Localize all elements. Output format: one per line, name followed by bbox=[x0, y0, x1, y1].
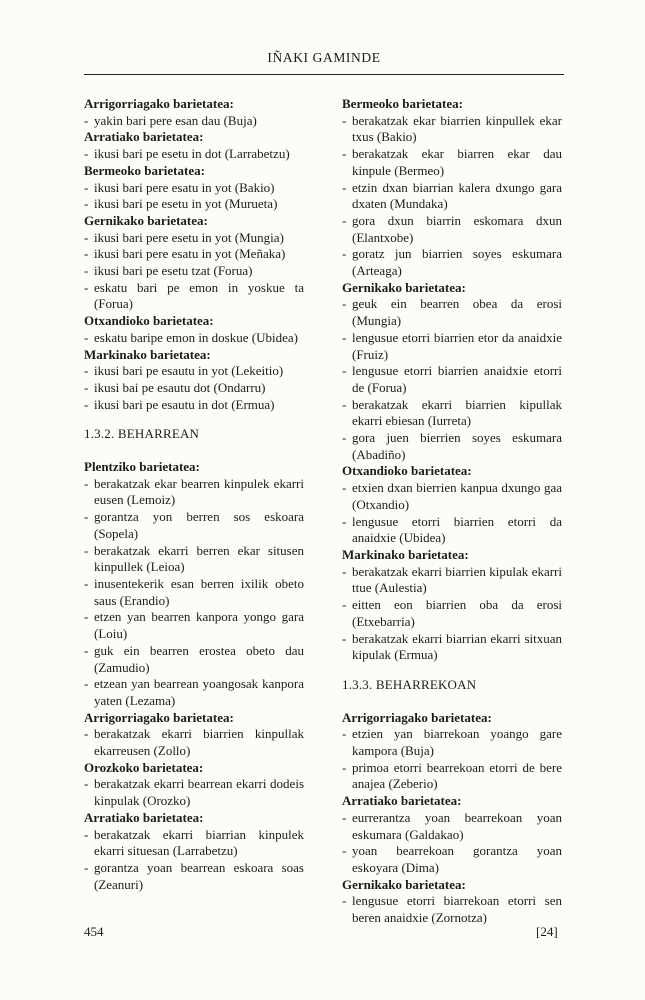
item-text: yoan bearrekoan gorantza yoan eskoyara (Dima) bbox=[352, 843, 562, 875]
item-dash: - bbox=[342, 363, 347, 379]
item-dash: - bbox=[84, 542, 89, 558]
item-dash: - bbox=[342, 843, 347, 859]
variety-heading: Markinako barietatea: bbox=[342, 546, 469, 562]
example-item bbox=[84, 860, 304, 893]
item-dash: - bbox=[342, 430, 347, 446]
page-number: 454 bbox=[84, 924, 104, 939]
example-item bbox=[84, 543, 304, 576]
item-text: gorantza yon berren sos eskoara (Sopela) bbox=[94, 509, 304, 541]
item-dash: - bbox=[84, 179, 89, 195]
item-text: eskatu baripe emon in doskue (Ubidea) bbox=[94, 329, 298, 345]
item-dash: - bbox=[84, 329, 89, 345]
running-header: IÑAKI GAMINDE bbox=[267, 50, 381, 65]
item-dash: - bbox=[84, 575, 89, 591]
variety-heading: Bermeoko barietatea: bbox=[342, 96, 463, 111]
item-dash: - bbox=[342, 396, 347, 412]
item-text: etzin dxan biarrian kalera dxungo gara dxaten (Mundaka) bbox=[352, 179, 562, 212]
variety-heading: Arrigorriagako barietatea: bbox=[342, 709, 492, 725]
item-text: ikusi bari pe esautu in yot (Lekeitio) bbox=[94, 363, 284, 379]
item-text: ikusi bari pere esatu in yot (Bakio) bbox=[94, 179, 275, 195]
example-item bbox=[84, 263, 304, 280]
example-item bbox=[84, 726, 304, 759]
item-text: berakatzak ekarri biarrien kipullak ekarri ebiesan (Iurreta) bbox=[352, 396, 562, 429]
item-dash: - bbox=[342, 759, 347, 775]
item-text: etzien yan biarrekoan yoango gare kampora (Buja) bbox=[352, 726, 562, 759]
item-text: berakatzak ekarri berren ekar situsen kinpullek (Leioa) bbox=[94, 542, 304, 575]
example-item bbox=[342, 810, 562, 843]
example-item bbox=[84, 280, 304, 313]
item-dash: - bbox=[84, 509, 89, 525]
example-item bbox=[84, 180, 304, 197]
example-item bbox=[84, 397, 304, 414]
item-dash: - bbox=[342, 212, 347, 228]
item-text: berakatzak ekarri biarrian kinpulek ekarri situesan (Larrabetzu) bbox=[94, 826, 304, 859]
item-text: ikusi bari pe esetu in dot (Larrabetzu) bbox=[94, 146, 290, 162]
item-dash: - bbox=[84, 609, 89, 625]
item-dash: - bbox=[84, 726, 89, 742]
variety-heading: Gernikako barietatea: bbox=[342, 279, 466, 295]
example-item bbox=[84, 146, 304, 163]
item-dash: - bbox=[342, 480, 347, 496]
example-item bbox=[342, 597, 562, 630]
example-item bbox=[84, 230, 304, 247]
item-dash: - bbox=[342, 726, 347, 742]
item-dash: - bbox=[342, 112, 347, 128]
example-item bbox=[84, 246, 304, 263]
item-text: gorantza yoan bearrean eskoara soas (Zeanuri) bbox=[94, 859, 304, 892]
variety-heading: Gernikako barietatea: bbox=[84, 212, 208, 228]
item-dash: - bbox=[84, 279, 89, 295]
variety-heading: Bermeoko barietatea: bbox=[84, 162, 205, 178]
example-item bbox=[84, 113, 304, 130]
example-item bbox=[342, 514, 562, 547]
item-dash: - bbox=[342, 809, 347, 825]
item-text: inusentekerik esan berren ixilik obeto saus (Erandio) bbox=[94, 575, 304, 608]
item-dash: - bbox=[84, 642, 89, 658]
item-dash: - bbox=[342, 597, 347, 613]
example-item bbox=[342, 363, 562, 396]
right-column bbox=[342, 96, 562, 927]
item-dash: - bbox=[84, 246, 89, 262]
example-item bbox=[342, 330, 562, 363]
item-text: ikusi bari pe esetu tzat (Forua) bbox=[94, 263, 253, 279]
item-dash: - bbox=[84, 146, 89, 162]
example-item bbox=[342, 631, 562, 664]
example-item bbox=[84, 643, 304, 676]
example-item bbox=[342, 760, 562, 793]
item-text: ikusi bari pe esautu in dot (Ermua) bbox=[94, 396, 275, 412]
header-rule bbox=[84, 74, 564, 75]
variety-heading: Arrigorriagako barietatea: bbox=[84, 709, 234, 725]
item-text: yakin bari pere esan dau (Buja) bbox=[94, 112, 257, 128]
item-dash: - bbox=[342, 630, 347, 646]
example-item bbox=[342, 893, 562, 926]
item-dash: - bbox=[84, 229, 89, 245]
example-item bbox=[342, 213, 562, 246]
variety-heading: Gernikako barietatea: bbox=[342, 876, 466, 892]
item-text: lengusue etorri biarrien etor da anaidxie (Fruiz) bbox=[352, 329, 562, 362]
item-text: berakatzak ekarri biarrien kinpullak ekarreusen (Zollo) bbox=[94, 726, 304, 759]
item-dash: - bbox=[84, 379, 89, 395]
item-text: lengusue etorri biarrien anaidxie etorri de (Forua) bbox=[352, 363, 562, 395]
item-dash: - bbox=[84, 112, 89, 128]
page-reference: [24] bbox=[536, 924, 558, 939]
item-dash: - bbox=[342, 563, 347, 579]
variety-heading: Orozkoko barietatea: bbox=[84, 759, 204, 775]
variety-heading: Otxandioko barietatea: bbox=[84, 313, 214, 329]
item-dash: - bbox=[342, 329, 347, 345]
example-item bbox=[84, 380, 304, 397]
example-item bbox=[342, 430, 562, 463]
item-text: etxien dxan bierrien kanpua dxungo gaa (Otxandio) bbox=[352, 480, 562, 512]
example-item bbox=[84, 330, 304, 347]
item-dash: - bbox=[84, 776, 89, 792]
example-item bbox=[342, 726, 562, 759]
section-heading: 1.3.2. BEHARREAN bbox=[84, 426, 200, 442]
item-text: primoa etorri bearrekoan etorri de bere anajea (Zeberio) bbox=[352, 759, 562, 792]
item-text: berakatzak ekar biarrien kinpullek ekar txus (Bakio) bbox=[352, 112, 562, 145]
variety-heading: Arratiako barietatea: bbox=[84, 129, 204, 145]
item-text: berakatzak ekarri biarrien kipulak ekarri ttue (Aulestia) bbox=[352, 563, 562, 596]
variety-heading: Otxandioko barietatea: bbox=[342, 463, 472, 479]
item-dash: - bbox=[342, 246, 347, 262]
item-dash: - bbox=[84, 826, 89, 842]
item-text: ikusi bari pere esetu in yot (Mungia) bbox=[94, 229, 284, 245]
item-dash: - bbox=[84, 363, 89, 379]
item-text: gora juen bierrien soyes eskumara (Abadiño) bbox=[352, 430, 562, 462]
item-dash: - bbox=[84, 676, 89, 692]
item-dash: - bbox=[342, 146, 347, 162]
variety-heading: Plentziko barietatea: bbox=[84, 459, 200, 475]
item-text: lengusue etorri biarrekoan etorri sen beren anaidxie (Zornotza) bbox=[352, 893, 562, 926]
item-text: ikusi bai pe esautu dot (Ondarru) bbox=[94, 379, 266, 395]
example-item bbox=[84, 676, 304, 709]
item-text: goratz jun biarrien soyes eskumara (Arteaga) bbox=[352, 246, 562, 279]
item-text: lengusue etorri biarrien etorri da anaidxie (Ubidea) bbox=[352, 513, 562, 546]
example-item bbox=[84, 363, 304, 380]
example-item bbox=[84, 609, 304, 642]
item-dash: - bbox=[342, 513, 347, 529]
example-item bbox=[84, 776, 304, 809]
example-item bbox=[342, 146, 562, 179]
item-dash: - bbox=[84, 196, 89, 212]
example-item bbox=[342, 843, 562, 876]
item-text: berakatzak ekarri biarrian ekarri sitxuan kipulak (Ermua) bbox=[352, 630, 562, 663]
example-item bbox=[84, 476, 304, 509]
item-text: ikusi bari pere esatu in yot (Meñaka) bbox=[94, 246, 286, 262]
item-text: gora dxun biarrin eskomara dxun (Elantxobe) bbox=[352, 212, 562, 245]
item-text: berakatzak ekar biarren ekar dau kinpule (Bermeo) bbox=[352, 146, 562, 178]
item-text: eitten eon biarrien oba da erosi (Etxebarria) bbox=[352, 597, 562, 629]
variety-heading: Arrigorriagako barietatea: bbox=[84, 96, 234, 111]
item-text: berakatzak ekarri bearrean ekarri dodeis kinpulak (Orozko) bbox=[94, 776, 304, 809]
example-item bbox=[342, 113, 562, 146]
item-text: etzean yan bearrean yoangosak kanpora yaten (Lezama) bbox=[94, 676, 304, 708]
left-column bbox=[84, 96, 304, 893]
example-item bbox=[84, 827, 304, 860]
variety-heading: Markinako barietatea: bbox=[84, 346, 211, 362]
example-item bbox=[342, 480, 562, 513]
item-dash: - bbox=[342, 296, 347, 312]
example-item bbox=[84, 196, 304, 213]
item-text: geuk ein bearren obea da erosi (Mungia) bbox=[352, 296, 562, 329]
item-dash: - bbox=[84, 396, 89, 412]
example-item bbox=[342, 564, 562, 597]
item-dash: - bbox=[342, 179, 347, 195]
item-text: etzen yan bearren kanpora yongo gara (Loiu) bbox=[94, 609, 304, 642]
variety-heading: Arratiako barietatea: bbox=[84, 809, 204, 825]
example-item bbox=[342, 180, 562, 213]
item-dash: - bbox=[84, 859, 89, 875]
example-item bbox=[342, 296, 562, 329]
example-item bbox=[84, 509, 304, 542]
item-text: guk ein bearren erostea obeto dau (Zamudio) bbox=[94, 642, 304, 675]
item-text: eurrerantza yoan bearrekoan yoan eskumara (Galdakao) bbox=[352, 809, 562, 842]
section-heading: 1.3.3. BEHARREKOAN bbox=[342, 676, 477, 692]
example-item bbox=[342, 397, 562, 430]
item-dash: - bbox=[84, 263, 89, 279]
item-text: berakatzak ekar bearren kinpulek ekarri eusen (Lemoiz) bbox=[94, 475, 304, 508]
example-item bbox=[84, 576, 304, 609]
item-text: eskatu bari pe emon in yoskue ta (Forua) bbox=[94, 279, 304, 312]
variety-heading: Arratiako barietatea: bbox=[342, 793, 462, 809]
item-text: ikusi bari pe esetu in yot (Murueta) bbox=[94, 196, 278, 212]
item-dash: - bbox=[342, 893, 347, 909]
example-item bbox=[342, 246, 562, 279]
item-dash: - bbox=[84, 475, 89, 491]
